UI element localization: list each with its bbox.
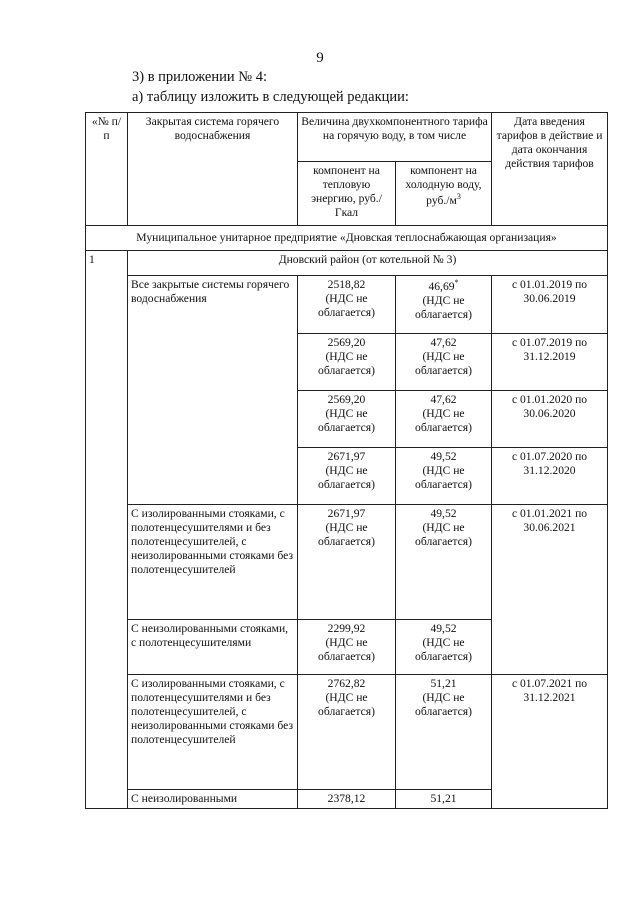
system-cell: Все закрытые системы горячего водоснабжения	[128, 276, 298, 505]
header-system: Закрытая система горячего водоснабжения	[128, 113, 298, 226]
amendment-subpoint: а) таблицу изложить в следующей редакции:	[132, 89, 409, 105]
water-cell: 49,52 (НДС не облагается)	[396, 448, 492, 505]
system-cell: С неизолированными	[128, 790, 298, 809]
date-cell: с 01.07.2019 по 31.12.2019	[492, 334, 608, 391]
heat-cell: 2518,82 (НДС не облагается)	[298, 276, 396, 334]
header-water: компонент на холодную воду, $руб./м^3$	[396, 162, 492, 226]
system-cell: С изолированными стояками, с полотенцесушителями и без полотенцесушителей, с неизолированными стояками без полотенцесушителей	[128, 675, 298, 790]
heat-cell: 2299,92 (НДС не облагается)	[298, 620, 396, 675]
district-name: Дновский район (от котельной № 3)	[128, 251, 608, 276]
amendment-point: 3) в приложении № 4:	[132, 69, 267, 85]
water-cell: 47,62 (НДС не облагается)	[396, 391, 492, 448]
water-cell: 47,62 (НДС не облагается)	[396, 334, 492, 391]
water-cell: 51,21	[396, 790, 492, 809]
heat-cell: 2671,97 (НДС не облагается)	[298, 505, 396, 620]
water-cell: 49,52 (НДС не облагается)	[396, 620, 492, 675]
tariff-table	[85, 112, 608, 809]
row-number: 1	[86, 251, 128, 809]
table-row	[86, 505, 608, 620]
date-cell: с 01.07.2021 по 31.12.2021	[492, 675, 608, 809]
heat-cell: 2762,82 (НДС не облагается)	[298, 675, 396, 790]
district-row	[86, 251, 608, 276]
org-row	[86, 226, 608, 251]
table-row	[86, 675, 608, 790]
date-cell: с 01.01.2021 по 30.06.2021	[492, 505, 608, 675]
table-row	[86, 276, 608, 334]
heat-cell: 2569,20 (НДС не облагается)	[298, 334, 396, 391]
header-num: «№ п/п	[86, 113, 128, 226]
header-tariff: Величина двухкомпонентного тарифа на горячую воду, в том числе	[298, 113, 492, 162]
heat-cell: 2569,20 (НДС не облагается)	[298, 391, 396, 448]
table-header-row	[86, 113, 608, 162]
heat-cell: 2378,12	[298, 790, 396, 809]
heat-cell: 2671,97 (НДС не облагается)	[298, 448, 396, 505]
system-cell: С изолированными стояками, с полотенцесушителями и без полотенцесушителей, с неизолированными стояками без полотенцесушителей	[128, 505, 298, 620]
header-heat: компонент на тепловую энергию, руб./Гкал	[298, 162, 396, 226]
date-cell: с 01.07.2020 по 31.12.2020	[492, 448, 608, 505]
system-cell: С неизолированными стояками, с полотенцесушителями	[128, 620, 298, 675]
org-name: Муниципальное унитарное предприятие «Дновская теплоснабжающая организация»	[86, 226, 608, 251]
water-cell: 46,69* (НДС не облагается)	[396, 276, 492, 334]
date-cell: с 01.01.2019 по 30.06.2019	[492, 276, 608, 334]
water-cell: 51,21 (НДС не облагается)	[396, 675, 492, 790]
water-cell: 49,52 (НДС не облагается)	[396, 505, 492, 620]
header-date: Дата введения тарифов в действие и дата окончания действия тарифов	[492, 113, 608, 226]
page-number: 9	[316, 50, 324, 66]
date-cell: с 01.01.2020 по 30.06.2020	[492, 391, 608, 448]
